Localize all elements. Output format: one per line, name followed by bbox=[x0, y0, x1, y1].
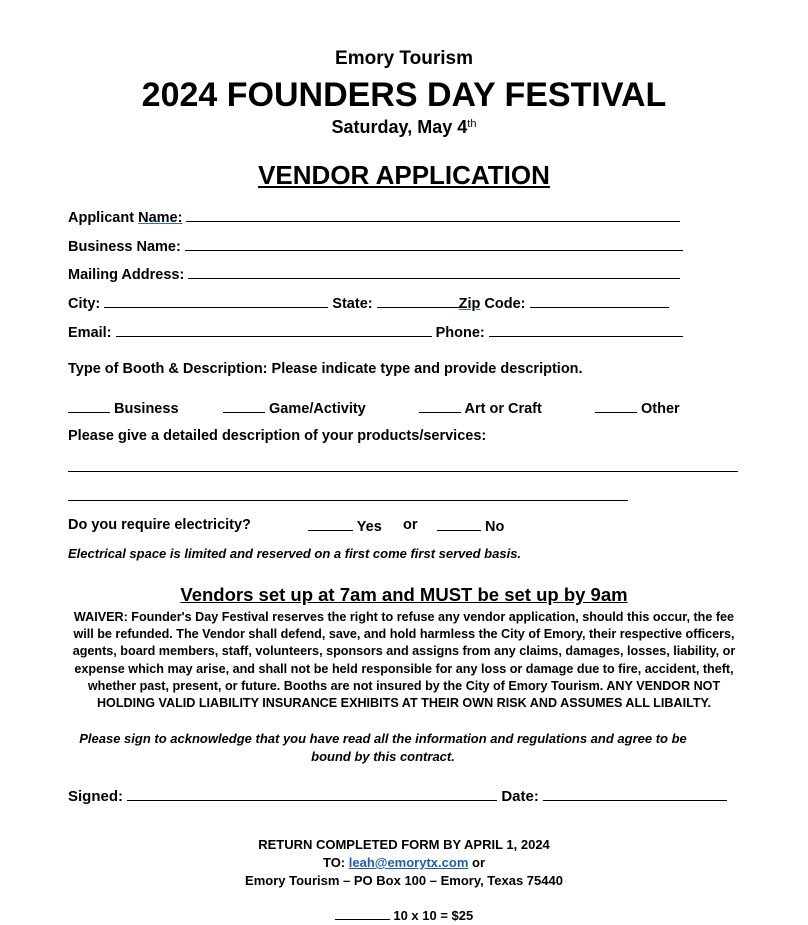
waiver-text: WAIVER: Founder's Day Festival reserves the right to refuse any vendor application, should this occur, the fee will be refunded. The Vendor shall defend, save, and hold harmless the City of Emory, their respective officers, agents, board members, staff, volunteers, sponsors and assigns from any claims, damages, losses, liability, or expense which may arise, and shall not be held responsible for any loss or damage due to fire, accident, theft, whether past, present, or future. Booths are not insured by the City of Emory Tourism. ANY VENDOR NOT HOLDING VALID LIABILITY INSURANCE EXHIBITS AT THEIR OWN RISK AND ASSUMES ALL LIBAILTY. bbox=[72, 610, 736, 711]
festival-date-suffix: th bbox=[467, 118, 477, 130]
return-deadline: RETURN COMPLETED FORM BY APRIL 1, 2024 bbox=[258, 837, 550, 852]
applicant-label-prefix: Applicant bbox=[68, 210, 139, 226]
electricity-no-label: No bbox=[485, 519, 505, 535]
electricity-no bbox=[437, 517, 504, 535]
electricity-question: Do you require electricity? bbox=[68, 517, 251, 533]
signature-field[interactable] bbox=[127, 787, 497, 801]
fee-blank[interactable] bbox=[335, 906, 390, 920]
state-field[interactable] bbox=[377, 294, 459, 308]
org-name: Emory Tourism bbox=[335, 48, 473, 69]
booth-intro: Type of Booth & Description: Please indicate type and provide description. bbox=[68, 361, 583, 377]
return-to-line bbox=[0, 855, 808, 870]
email-phone-row bbox=[68, 323, 683, 341]
business-name-label: Business Name: bbox=[68, 239, 181, 255]
booth-game-label: Game/Activity bbox=[269, 401, 366, 417]
zip-label-a: Zip bbox=[458, 296, 481, 312]
fee-text: 10 x 10 = $25 bbox=[393, 908, 474, 923]
mailing-address-footer: Emory Tourism – PO Box 100 – Emory, Texas 75440 bbox=[245, 873, 563, 888]
electricity-yes bbox=[308, 517, 382, 535]
return-or: or bbox=[472, 855, 485, 870]
booth-game-blank[interactable] bbox=[223, 399, 265, 413]
festival-date-text: Saturday, May 4 bbox=[331, 117, 468, 137]
mailing-address-field[interactable] bbox=[188, 265, 680, 279]
description-prompt: Please give a detailed description of your products/services: bbox=[68, 428, 487, 444]
festival-title: 2024 FOUNDERS DAY FESTIVAL bbox=[141, 76, 667, 114]
city-label: City: bbox=[68, 296, 101, 312]
electricity-yes-blank[interactable] bbox=[308, 517, 353, 531]
festival-date bbox=[0, 117, 808, 138]
zip-field[interactable] bbox=[530, 294, 669, 308]
electricity-yes-label: Yes bbox=[356, 519, 382, 535]
date-field[interactable] bbox=[543, 787, 727, 801]
phone-label: Phone: bbox=[435, 325, 485, 341]
booth-option-business bbox=[68, 399, 179, 417]
return-to-label: TO: bbox=[322, 855, 346, 870]
electricity-no-blank[interactable] bbox=[437, 517, 481, 531]
form-title: VENDOR APPLICATION bbox=[258, 160, 550, 190]
mailing-address-row bbox=[68, 265, 680, 283]
applicant-name-field[interactable] bbox=[186, 208, 680, 222]
phone-field[interactable] bbox=[489, 323, 683, 337]
booth-option-game bbox=[223, 399, 366, 417]
date-label: Date: bbox=[501, 788, 539, 805]
booth-other-label: Other bbox=[641, 401, 680, 417]
business-name-row bbox=[68, 237, 683, 255]
booth-art-blank[interactable] bbox=[419, 399, 461, 413]
signature-row bbox=[68, 787, 727, 805]
description-line-2[interactable] bbox=[68, 500, 628, 501]
fee-line bbox=[0, 906, 808, 923]
city-state-zip-row bbox=[68, 294, 669, 312]
booth-art-label: Art or Craft bbox=[464, 401, 542, 417]
state-label: State: bbox=[332, 296, 373, 312]
setup-notice: Vendors set up at 7am and MUST be set up by 9am bbox=[180, 584, 628, 605]
booth-option-art bbox=[419, 399, 542, 417]
zip-label-b: Code: bbox=[480, 296, 526, 312]
booth-business-blank[interactable] bbox=[68, 399, 110, 413]
signed-label: Signed: bbox=[68, 788, 123, 805]
electricity-or: or bbox=[403, 517, 418, 533]
description-line-1[interactable] bbox=[68, 471, 738, 472]
electricity-note: Electrical space is limited and reserved on a first come first served basis. bbox=[68, 546, 522, 561]
acknowledgment-text: Please sign to acknowledge that you have read all the information and regulations and agree to be bound by this contract. bbox=[79, 731, 687, 764]
mailing-address-label: Mailing Address: bbox=[68, 267, 185, 283]
email-field[interactable] bbox=[116, 323, 432, 337]
contact-email-link[interactable]: leah@emorytx.com bbox=[348, 855, 469, 870]
booth-business-label: Business bbox=[114, 401, 179, 417]
booth-option-other bbox=[595, 399, 680, 417]
business-name-field[interactable] bbox=[185, 237, 683, 251]
booth-other-blank[interactable] bbox=[595, 399, 637, 413]
applicant-name-label: Name: bbox=[138, 210, 183, 226]
city-field[interactable] bbox=[104, 294, 328, 308]
applicant-name-row bbox=[68, 208, 680, 226]
email-label: Email: bbox=[68, 325, 112, 341]
